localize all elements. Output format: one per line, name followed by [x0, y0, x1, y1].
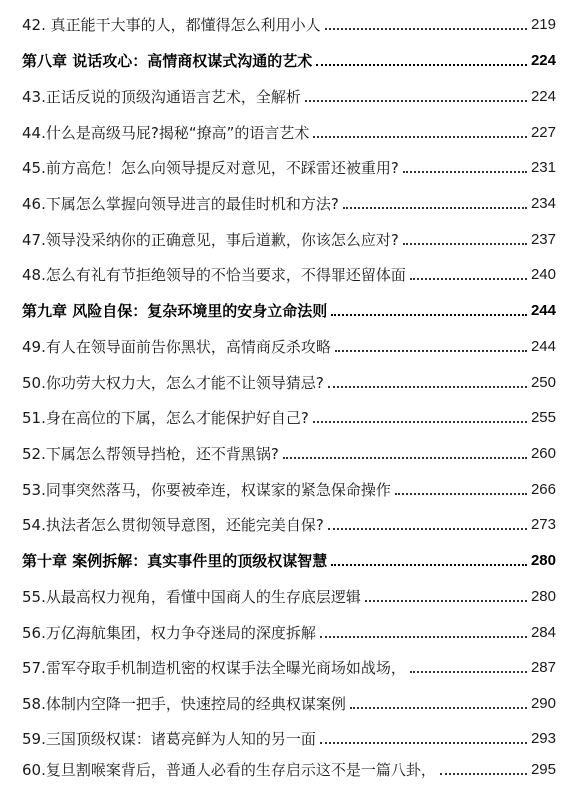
dot-leader [343, 207, 527, 209]
dot-leader [395, 493, 527, 495]
toc-entry-title: 58.体制内空降一把手，快速控局的经典权谋案例 [22, 695, 346, 713]
toc-entry-title: 52.下属怎么帮领导挡枪，还不背黑锅? [22, 445, 279, 463]
toc-entry-page: 231 [530, 159, 556, 176]
toc-entry-title: 57.雷军夺取手机制造机密的权谋手法全曝光商场如战场， [22, 659, 406, 677]
toc-entry-51[interactable] [22, 401, 556, 427]
chapter-title: 第十章 案例拆解：真实事件里的顶级权谋智慧 [22, 552, 328, 570]
toc-entry-title: 46.下属怎么掌握向领导进言的最佳时机和方法? [22, 195, 339, 213]
toc-entry-48[interactable] [22, 258, 556, 284]
toc-chapter-10[interactable] [22, 544, 556, 570]
toc-entry-45[interactable] [22, 151, 556, 177]
toc-entry-page: 244 [530, 338, 556, 355]
toc-entry-title: 51.身在高位的下属，怎么才能保护好自己? [22, 409, 309, 427]
dot-leader [410, 278, 527, 280]
toc-entry-title: 49.有人在领导面前告你黑状，高情商反杀攻略 [22, 338, 331, 356]
toc-entry-57[interactable] [22, 651, 556, 677]
toc-entry-46[interactable] [22, 187, 556, 213]
toc-entry-59[interactable] [22, 722, 556, 748]
dot-leader [313, 421, 527, 423]
toc-entry-page: 237 [530, 231, 556, 248]
toc-entry-title: 42. 真正能干大事的人，都懂得怎么利用小人 [22, 16, 321, 34]
toc-entry-title: 44.什么是高级马屁?揭秘“撩高”的语言艺术 [22, 124, 310, 142]
toc-entry-49[interactable] [22, 330, 556, 356]
dot-leader [283, 457, 527, 459]
toc-entry-60[interactable] [22, 753, 556, 779]
toc-entry-title: 56.万亿海航集团，权力争夺迷局的深度拆解 [22, 624, 316, 642]
toc-entry-title: 53.同事突然落马，你要被牵连，权谋家的紧急保命操作 [22, 481, 391, 499]
toc-entry-title: 60.复旦割喉案背后，普通人必看的生存启示这不是一篇八卦， [22, 761, 436, 779]
toc-entry-50[interactable] [22, 366, 556, 392]
toc-entry-55[interactable] [22, 580, 556, 606]
toc-entry-page: 295 [530, 761, 556, 778]
dot-leader [335, 350, 527, 352]
chapter-page: 244 [530, 302, 556, 319]
toc-entry-title: 55.从最高权力视角，看懂中国商人的生存底层逻辑 [22, 588, 361, 606]
toc-entry-page: 255 [530, 409, 556, 426]
toc-entry-page: 293 [530, 730, 556, 747]
dot-leader [328, 386, 527, 388]
dot-leader [328, 528, 527, 530]
chapter-page: 280 [530, 552, 556, 569]
toc-entry-47[interactable] [22, 223, 556, 249]
toc-entry-title: 43.正话反说的顶级沟通语言艺术，全解析 [22, 88, 301, 106]
dot-leader [440, 773, 527, 775]
toc-entry-page: 219 [530, 16, 556, 33]
toc-entry-page: 224 [530, 88, 556, 105]
toc-entry-title: 59.三国顶级权谋：诸葛亮鲜为人知的另一面 [22, 730, 316, 748]
dot-leader [320, 742, 527, 744]
toc-entry-title: 45.前方高危！怎么向领导提反对意见，不踩雷还被重用? [22, 159, 399, 177]
toc-entry-page: 234 [530, 195, 556, 212]
toc-chapter-9[interactable] [22, 294, 556, 320]
toc-entry-page: 290 [530, 695, 556, 712]
toc-entry-54[interactable] [22, 508, 556, 534]
toc-entry-42[interactable] [22, 8, 556, 34]
toc-entry-title: 50.你功劳大权力大，怎么才能不让领导猜忌? [22, 374, 324, 392]
toc-entry-56[interactable] [22, 616, 556, 642]
chapter-title: 第九章 风险自保：复杂环境里的安身立命法则 [22, 302, 328, 320]
dot-leader [410, 671, 527, 673]
dot-leader [403, 171, 527, 173]
toc-chapter-8[interactable] [22, 44, 556, 70]
toc-entry-page: 227 [530, 124, 556, 141]
toc-entry-43[interactable] [22, 80, 556, 106]
dot-leader [350, 707, 527, 709]
toc-entry-title: 54.执法者怎么贯彻领导意图，还能完美自保? [22, 516, 324, 534]
dot-leader [316, 64, 527, 66]
dot-leader [331, 314, 527, 316]
toc-entry-52[interactable] [22, 437, 556, 463]
toc-entry-page: 266 [530, 481, 556, 498]
dot-leader [305, 100, 527, 102]
dot-leader [365, 600, 527, 602]
toc-entry-44[interactable] [22, 116, 556, 142]
dot-leader [331, 564, 527, 566]
toc-entry-title: 47.领导没采纳你的正确意见，事后道歉，你该怎么应对? [22, 231, 399, 249]
toc-entry-page: 287 [530, 659, 556, 676]
toc-entry-page: 284 [530, 624, 556, 641]
dot-leader [313, 136, 527, 138]
toc-entry-page: 250 [530, 374, 556, 391]
dot-leader [325, 28, 527, 30]
toc-entry-page: 280 [530, 588, 556, 605]
dot-leader [320, 636, 527, 638]
dot-leader [403, 243, 527, 245]
chapter-page: 224 [530, 52, 556, 69]
toc-entry-58[interactable] [22, 687, 556, 713]
toc-entry-53[interactable] [22, 473, 556, 499]
chapter-title: 第八章 说话攻心：高情商权谋式沟通的艺术 [22, 52, 313, 70]
toc-entry-page: 260 [530, 445, 556, 462]
toc-entry-page: 273 [530, 516, 556, 533]
toc-entry-page: 240 [530, 266, 556, 283]
toc-entry-title: 48.怎么有礼有节拒绝领导的不恰当要求，不得罪还留体面 [22, 266, 406, 284]
